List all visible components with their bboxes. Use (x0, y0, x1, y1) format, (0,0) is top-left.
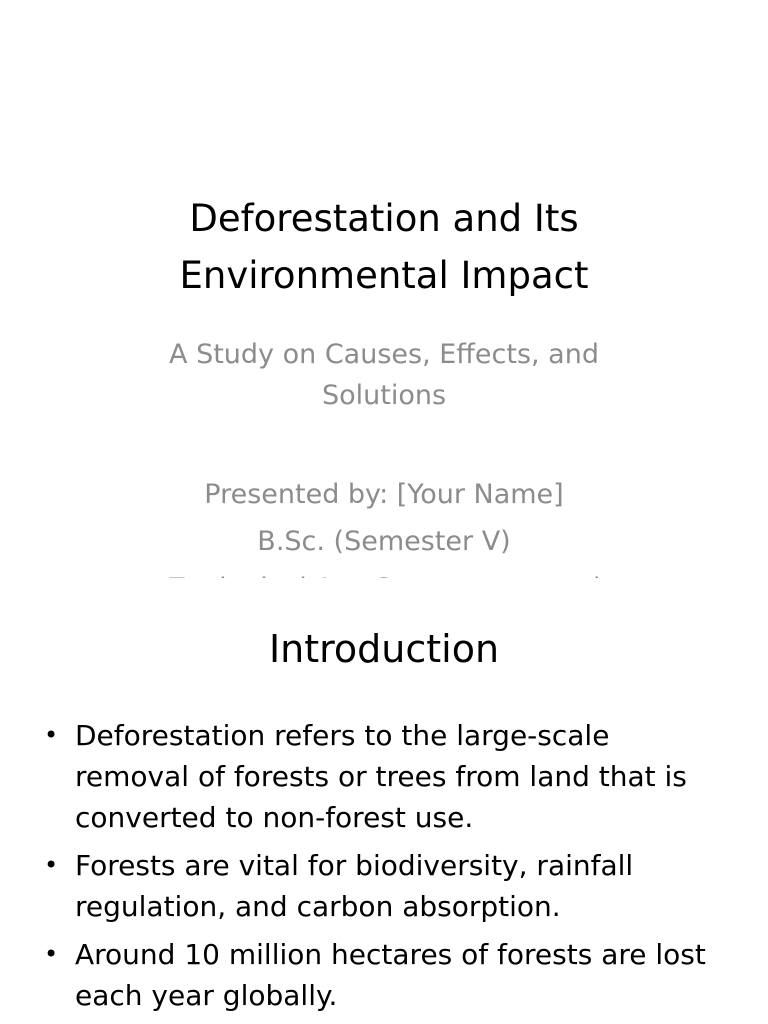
slide-title-line-1: Deforestation and Its (189, 197, 579, 240)
bullet-text: Forests are vital for biodiversity, rainfall regulation, and carbon absorption. (75, 849, 634, 923)
slide-title-line-2: Environmental Impact (179, 254, 589, 297)
bullet-text: Deforestation refers to the large-scale removal of forests or trees from land that is converted to non-forest use. (75, 719, 687, 834)
subtitle-line-2: Solutions (321, 380, 447, 411)
introduction-title: Introduction (268, 627, 500, 671)
bullet-list (0, 715, 768, 1023)
bullet-item (0, 715, 768, 838)
slide-subtitle (0, 334, 768, 612)
subtitle-line-1: A Study on Causes, Effects, and (169, 339, 599, 370)
bullet-icon: • (44, 940, 59, 968)
course-line: B.Sc. (Semester V) (257, 526, 511, 557)
slide-title (0, 190, 768, 304)
presenter-line: Presented by: [Your Name] (204, 479, 564, 510)
bullet-icon: • (44, 851, 59, 879)
bullet-item (0, 845, 768, 927)
bullet-icon: • (44, 721, 59, 749)
bullet-item (0, 934, 768, 1016)
subtitle-gap (0, 416, 768, 471)
bullet-text: Around 10 million hectares of forests are lost each year globally. (75, 938, 706, 1012)
introduction-slide (0, 578, 768, 1024)
